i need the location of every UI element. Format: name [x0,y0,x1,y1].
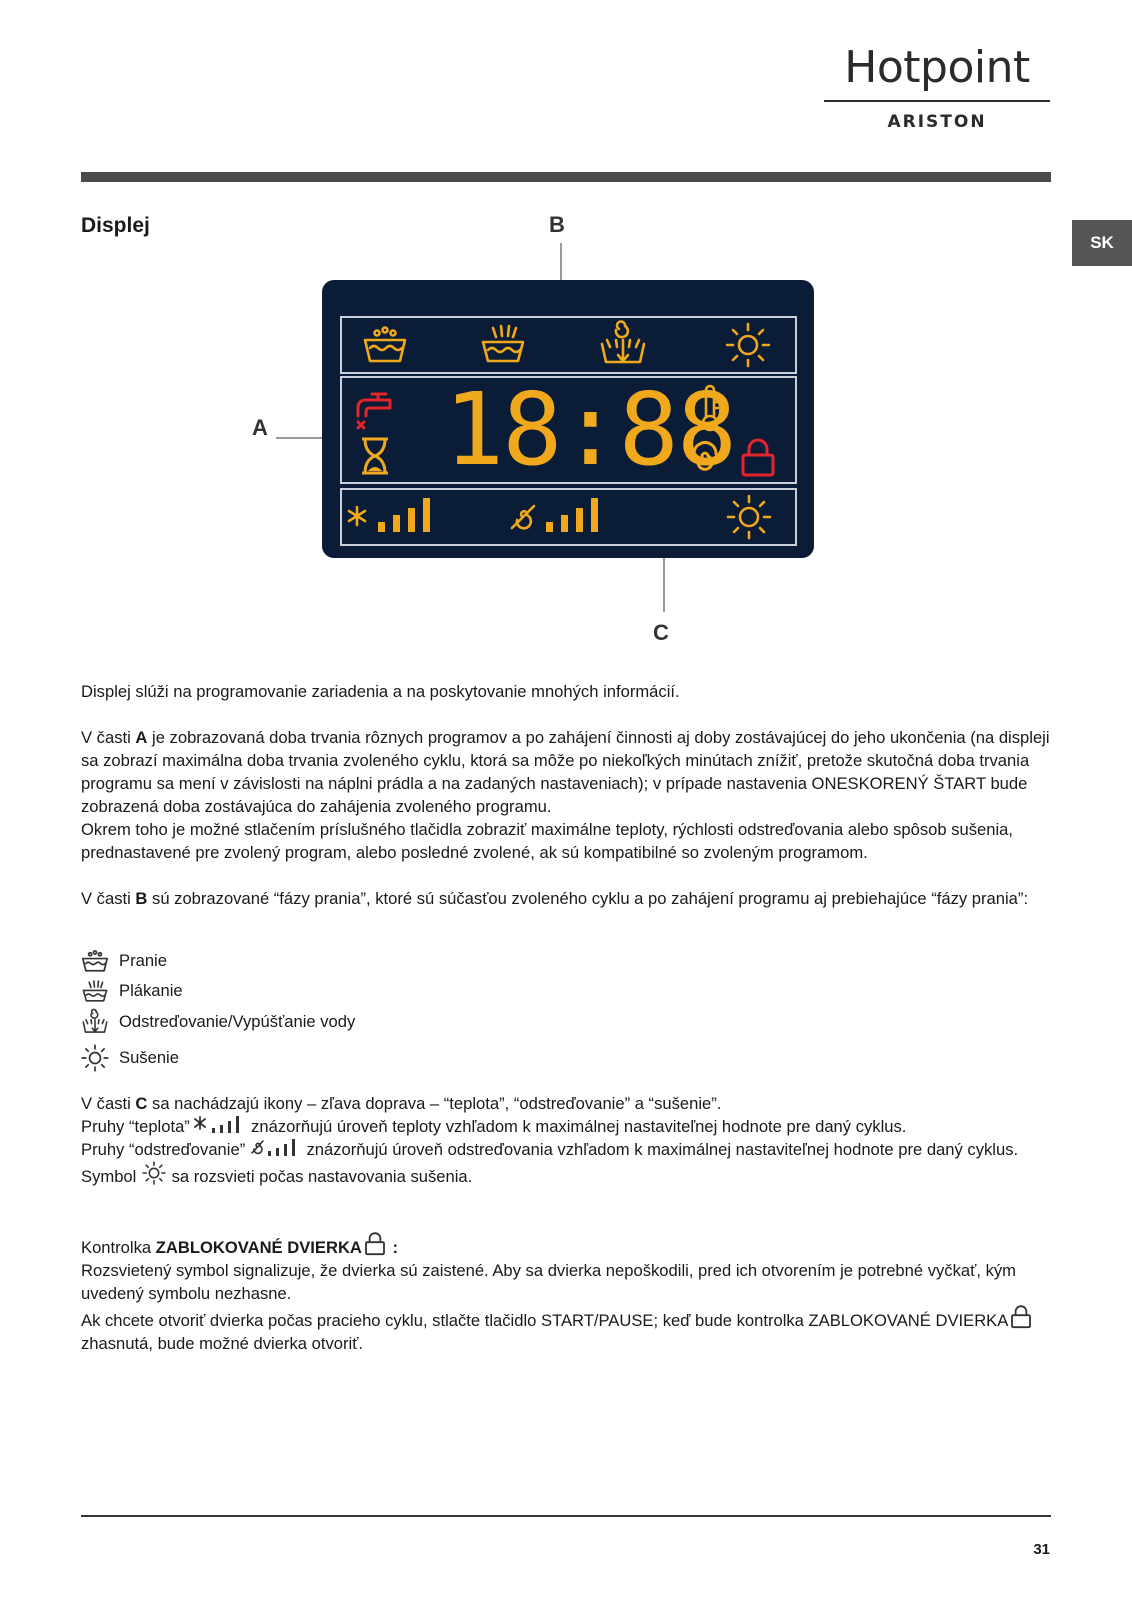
spin-post: znázorňujú úroveň odstreďovania vzhľadom k maximálnej nastaviteľnej hodnote pre daný cyklus. [301,1140,1019,1159]
temperature-level-bars [376,496,436,534]
lock-text-1: Rozsvietený symbol signalizuje, že dvierka sú zaistené. Aby sa dvierka nepoškodili, pred ich otvorením je potrebné vyčkať, kým uvedený symbolu nezhasne. [81,1261,1016,1303]
display-section-a [340,371,797,488]
dry-icon [81,1044,109,1072]
door-lock-paragraph [81,1232,1056,1355]
section-a-paragraph [81,726,1056,864]
footer-rule [81,1515,1051,1517]
tap-icon [352,386,398,432]
page-number: 31 [1033,1541,1050,1558]
callout-a: A [252,415,268,440]
b-letter: B [135,889,148,908]
temp-pre: Pruhy “teplota” [81,1117,195,1136]
display-section-b [340,316,797,374]
legend-dry [81,1044,179,1072]
temp-post: znázorňujú úroveň teploty vzhľadom k maximálnej nastaviteľnej hodnote pre daný cyklus. [246,1117,907,1136]
spin-pre: Pruhy “odstreďovanie” [81,1140,250,1159]
thermometer-icon [700,384,720,432]
c-pre: V časti [81,1094,136,1113]
callout-b: B [549,212,565,237]
brand-logo [822,44,1052,132]
spin-level-icon [508,502,538,532]
brand-rule [824,100,1050,102]
brand-sub: ARISTON [887,112,987,132]
spin-bars-icon [250,1138,302,1158]
dry-symbol-icon [141,1161,167,1185]
display-section-c [340,488,797,546]
spin-icon [684,440,724,478]
hourglass-icon [358,436,392,476]
legend-rinse [81,980,183,1002]
legend-label-rinse: Plákanie [119,981,183,1000]
temperature-bars-icon [194,1115,246,1135]
lock-colon: : [387,1238,399,1257]
a-text: je zobrazovaná doba trvania rôznych programov a po zahájení činnosti aj doby zostávajúcej do jeho ukončenia (na displeji sa zobrazí maximálna doba trvania zvoleného cyklu, ktorá sa môže po niekoľkých minútach znížiť, pretože skutočná doba trvania programu sa mení v závislosti na náplni prádla a na zadaných nastaveniach); v prípade nastavenia ONESKORENÝ ŠTART bude zobrazená doba zostávajúca do zahájenia zvoleného programu. [81,728,1050,816]
lock-text-2-pre: Ak chcete otvoriť dvierka počas pracieho cyklu, stlačte tlačidlo START/PAUSE; keď bude kontrolka ZABLOKOVANÉ DVIERKA [81,1311,1009,1330]
a-text-2: Okrem toho je možné stlačením príslušného tlačidla zobraziť maximálne teploty, rýchlosti odstreďovania alebo spôsob sušenia, prednastavené pre zvolený program, alebo posledné zvolené, ak sú kompatibilné so zvoleným programom. [81,820,1013,862]
door-lock-icon [740,438,776,478]
dry-icon [725,322,771,368]
legend-label-dry: Sušenie [119,1048,179,1067]
lock-text-2-post: zhasnutá, bude možné dvierka otvoriť. [81,1334,364,1353]
callout-c: C [653,620,669,645]
legend-label-spin-drain: Odstreďovanie/Vypúšťanie vody [119,1012,356,1031]
drying-indicator-icon [726,494,772,540]
header-bar [81,172,1051,182]
section-b-paragraph [81,887,1056,910]
lock-title: ZABLOKOVANÉ DVIERKA [155,1238,362,1257]
spin-drain-icon [81,1008,109,1036]
legend-spin-drain [81,1008,355,1036]
time-readout: 18:88 [444,371,736,488]
c-text: sa nachádzajú ikony – zľava doprava – “teplota”, “odstreďovanie” a “sušenie”. [147,1094,722,1113]
b-text: sú zobrazované “fázy prania”, ktoré sú súčasťou zvoleného cyklu a po zahájení programu aj prebiehajúce “fázy prania”: [147,889,1029,908]
b-pre: V časti [81,889,136,908]
rinse-icon [81,980,109,1002]
section-title: Displej [81,214,150,237]
brand-name: Hotpoint [844,42,1030,93]
c-letter: C [135,1094,148,1113]
lock-pre: Kontrolka [81,1238,156,1257]
lock-icon-inline [1008,1305,1034,1329]
a-letter: A [135,728,148,747]
spin-level-bars [544,496,604,534]
a-pre: V časti [81,728,136,747]
language-tab: SK [1072,220,1132,266]
legend-wash [81,950,167,972]
intro-text: Displej slúži na programovanie zariadenia a na poskytovanie mnohých informácií. [81,682,680,701]
dry-post: sa rozsvieti počas nastavovania sušenia. [166,1167,473,1186]
spin-drain-icon [598,320,648,368]
temperature-icon [346,505,368,527]
dry-pre: Symbol [81,1167,141,1186]
rinse-icon [480,324,526,364]
section-c-paragraph [81,1092,1056,1188]
display-panel [322,280,814,558]
intro-paragraph [81,680,1056,703]
wash-icon [362,326,408,364]
legend-label-wash: Pranie [119,951,167,970]
wash-icon [81,950,109,972]
lock-icon [362,1232,388,1256]
